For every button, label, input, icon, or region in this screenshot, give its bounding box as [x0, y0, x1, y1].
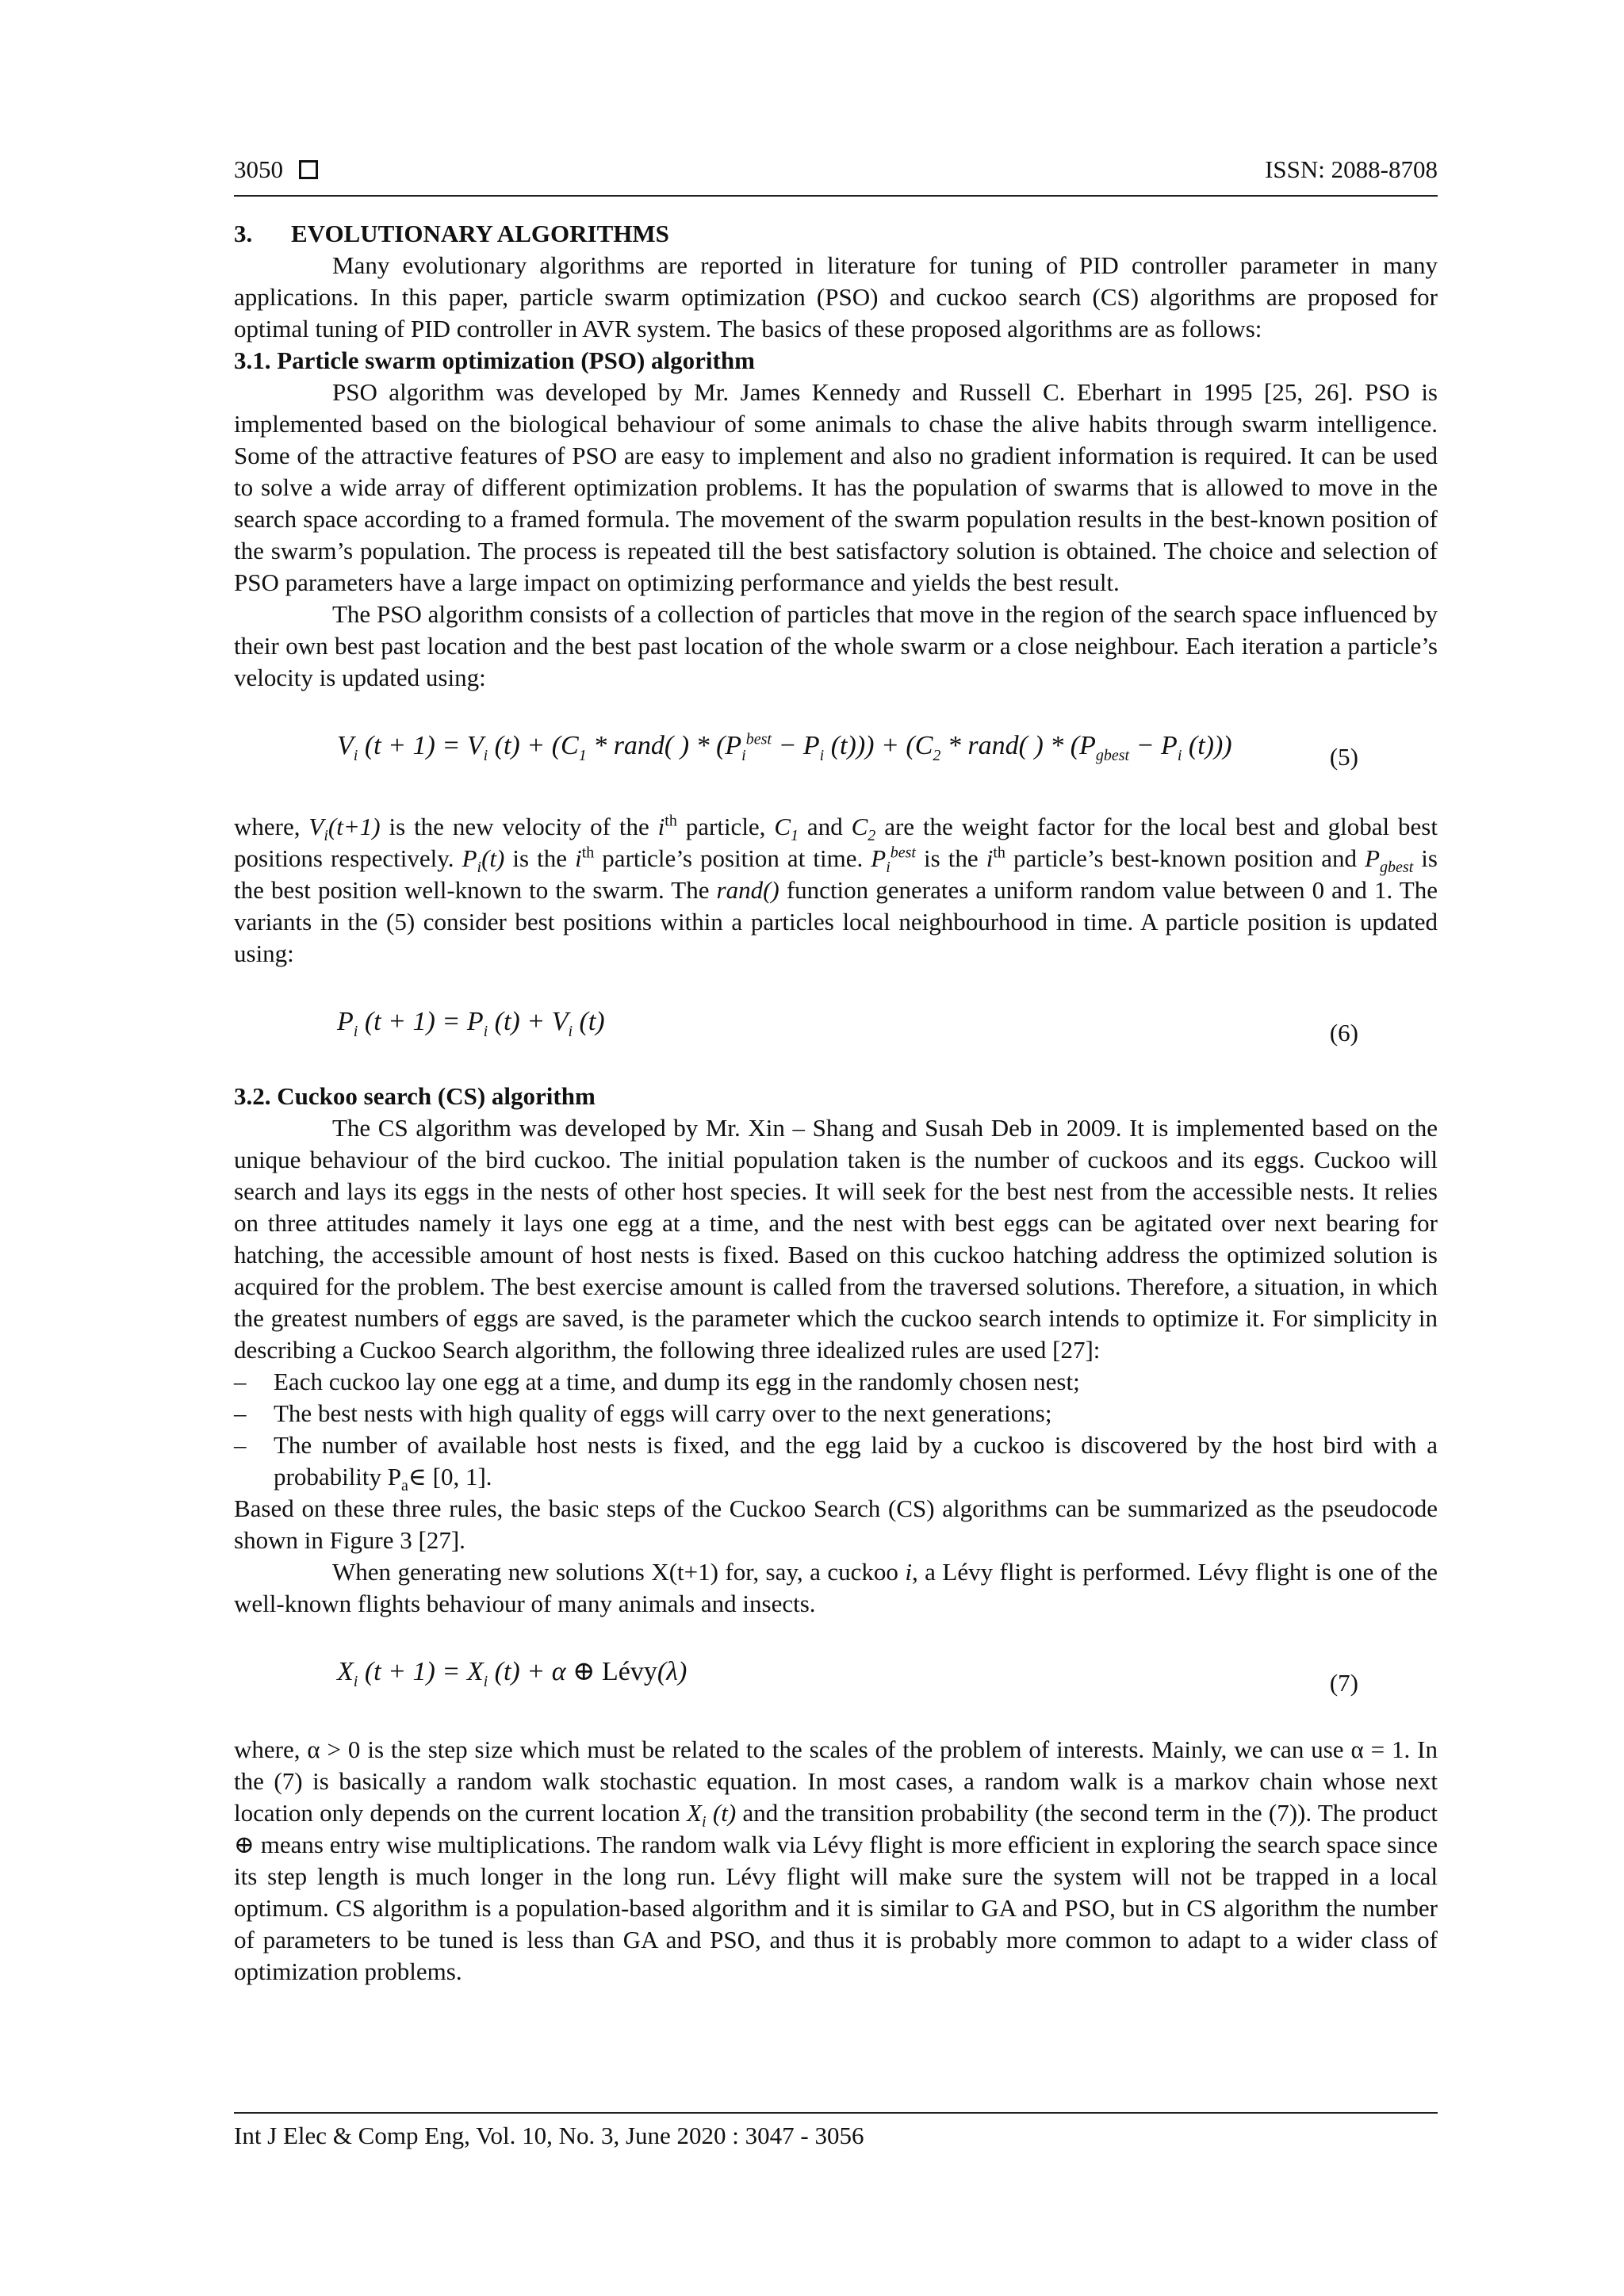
header-rule [234, 195, 1438, 197]
section-title: EVOLUTIONARY ALGORITHMS [291, 220, 669, 247]
cs-paragraph-1: The CS algorithm was developed by Mr. Xin – Shang and Susah Deb in 2009. It is implemented based on the unique behaviour of the bird cuckoo. The initial population taken is the number of cuckoos and its eggs. Cuckoo will search and lays its eggs in the nests of other host species. It will seek for the best nest from the accessible nests. It relies on three attitudes namely it lays one egg at a time, and the nest with best eggs can be agitated over next bearing for hatching, the accessible amount of host nests is fixed. Based on this cuckoo hatching address the optimized solution is acquired for the problem. The best exercise amount is called from the traversed solutions. Therefore, a situation, in which the greatest numbers of eggs are saved, is the parameter which the cuckoo search intends to optimize it. For simplicity in describing a Cuckoo Search algorithm, the following three idealized rules are used [27]: [234, 1114, 1438, 1364]
issn: ISSN: 2088-8708 [1265, 155, 1438, 183]
equation-5-number: (5) [1329, 743, 1358, 771]
header-left [234, 155, 318, 184]
equation-6-number: (6) [1329, 1019, 1358, 1047]
list-item: – The best nests with high quality of eggs will carry over to the next generations; [234, 1398, 1438, 1429]
section-3-2-heading: 3.2. Cuckoo search (CS) algorithm [234, 1082, 596, 1110]
pso-where-paragraph: where, $V_i(t+1)$ is the new velocity of the $i^{th}$ particle, $C_1$ and $C_2$ are the weight factor for the local best and global best positions respectively. $P_i(t)$ is the $i^{th}$ particle’s position at time. $P_i^{best}$ is the $i^{th}$ particle’s best-known position and $P_{gbest}$ is the best position well-known to the swarm. The rand() function generates a uniform random value between 0 and 1. The variants in the (5) consider best positions within a particles local neighbourhood in time. A particle position is updated using: [234, 812, 1438, 967]
equation-7 [234, 1656, 1438, 1697]
page-number: 3050 [234, 155, 283, 183]
cs-paragraph-3: When generating new solutions X(t+1) for, say, a cuckoo i, a Lévy flight is performed. Lévy flight is one of the well-known flights behaviour of many animals and insects. [234, 1558, 1438, 1617]
main-content [234, 218, 1438, 1988]
equation-6 [234, 1006, 1438, 1047]
page-header [234, 155, 1438, 184]
equation-7-number: (7) [1329, 1669, 1358, 1697]
pso-paragraph-2: The PSO algorithm consists of a collection of particles that move in the region of the search space influenced by their own best past location and the best past location of the whole swarm or a close neighbour. Each iteration a particle’s velocity is updated using: [234, 600, 1438, 691]
footer-rule [234, 2112, 1438, 2114]
pso-paragraph-1: PSO algorithm was developed by Mr. James Kennedy and Russell C. Eberhart in 1995 [25, 26]. PSO is implemented based on the biological behaviour of some animals to chase the alive habits through swarm intelligence. Some of the attractive features of PSO are easy to implement and also no gradient information is required. It can be used to solve a wide array of different optimization problems. It has the population of swarms that is allowed to move in the search space according to a framed formula. The movement of the swarm population results in the best-known position of the swarm’s population. The process is repeated till the best satisfactory solution is obtained. The choice and selection of PSO parameters have a large impact on optimizing performance and yields the best result. [234, 378, 1438, 596]
equation-6-body: $P_i$ $(t + 1) = P_i$ $(t) + V_i$ (t) [337, 1007, 605, 1040]
equation-5 [234, 730, 1438, 771]
equation-5-body: $V_i$ $(t + 1) = V_i$ $(t) + (C_1$ * rand( ) * ($P_i^{best} - P_i$ $(t))) + (C_2$ * rand( ) * ($P_{gbest} - P_i$ (t))) [337, 730, 1232, 764]
list-item: – Each cuckoo lay one egg at a time, and dump its egg in the randomly chosen nest; [234, 1366, 1438, 1398]
section-number: 3. [234, 220, 253, 247]
cs-paragraph-2: Based on these three rules, the basic steps of the Cuckoo Search (CS) algorithms can be summarized as the pseudocode shown in Figure 3 [27]. [234, 1494, 1438, 1554]
section-3-heading [234, 218, 1438, 250]
list-item: – The number of available host nests is fixed, and the egg laid by a cuckoo is discovered by the host bird with a probability $P_a\in$ [0, 1]. [234, 1429, 1438, 1493]
equation-7-body: $X_i$ $(t + 1) = X_i$ (t) + α ⊕ Lévy(λ) [337, 1657, 688, 1690]
section-3-1-heading: 3.1. Particle swarm optimization (PSO) algorithm [234, 346, 755, 374]
square-box-icon [299, 160, 318, 179]
footer-citation: Int J Elec & Comp Eng, Vol. 10, No. 3, June 2020 : 3047 - 3056 [234, 2122, 864, 2149]
cs-paragraph-4: where, α > 0 is the step size which must be related to the scales of the problem of interests. Mainly, we can use α = 1. In the (7) is basically a random walk stochastic equation. In most cases, a random walk is a markov chain whose next location only depends on the current location $X_i$ (t) and the transition probability (the second term in the (7)). The product ⊕ means entry wise multiplications. The random walk via Lévy flight is more efficient in exploring the search space since its step length is much longer in the long run. Lévy flight will make sure the system will not be trapped in a local optimum. CS algorithm is a population-based algorithm and it is similar to GA and PSO, but in CS algorithm the number of parameters to be tuned is less than GA and PSO, and thus it is probably more common to adapt to a wider class of optimization problems. [234, 1735, 1438, 1985]
cs-rules-list [234, 1366, 1438, 1493]
section-3-paragraph: Many evolutionary algorithms are reported in literature for tuning of PID controller parameter in many applications. In this paper, particle swarm optimization (PSO) and cuckoo search (CS) algorithms are proposed for optimal tuning of PID controller in AVR system. The basics of these proposed algorithms are as follows: [234, 251, 1438, 342]
